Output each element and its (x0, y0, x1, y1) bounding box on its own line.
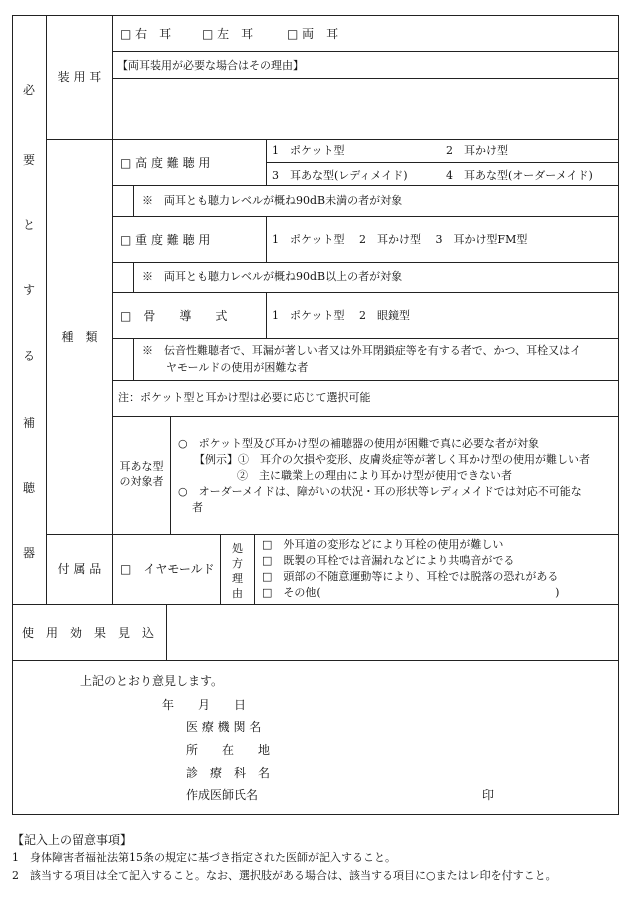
effect-label: 使 用 効 果 見 込 (22, 626, 155, 640)
divider (12, 660, 619, 661)
form-border-right (618, 15, 619, 815)
high-option-bte[interactable]: 2 耳かけ型 (446, 144, 508, 157)
divider (254, 534, 255, 604)
seal-mark: 印 (482, 788, 495, 802)
reason-checkbox[interactable]: □ 既製の耳栓では音漏れなどにより共鳴音がでる (262, 554, 515, 567)
vertical-char: 補 (22, 416, 35, 430)
reason-checkbox[interactable]: □ 頭部の不随意運動等により、耳栓では脱落の恐れがある (262, 570, 559, 583)
both-ears-reason-field[interactable] (113, 79, 618, 138)
divider (112, 216, 619, 217)
bone-note-line1: ※ 伝音性難聴者で、耳漏が著しい者又は外耳閉鎖症等を有する者で、かつ、耳栓又はイ (142, 344, 582, 357)
divider (112, 380, 619, 381)
effect-field[interactable] (167, 605, 618, 660)
reason-label-char: 理 (232, 572, 243, 585)
divider (170, 416, 171, 534)
bone-conduction-checkbox[interactable]: □ 骨 導 式 (120, 309, 228, 323)
reason-label-char: 処 (232, 542, 243, 555)
vertical-char: す (22, 283, 35, 297)
divider (112, 51, 619, 52)
divider (112, 262, 619, 263)
divider (133, 338, 134, 380)
institution-label: 医 療 機 関 名 (186, 720, 262, 734)
notes-title: 【記入上の留意事項】 (12, 833, 133, 847)
date-field[interactable]: 年 月 日 (162, 698, 247, 712)
divider (133, 185, 134, 216)
divider (112, 416, 619, 417)
ear-left-checkbox[interactable]: □ 左 耳 (202, 27, 254, 41)
itc-target-label: の対象者 (119, 475, 164, 488)
high-option-itc-custom[interactable]: 4 耳あな型(オーダーメイド) (446, 169, 593, 182)
itc-criteria-line: 【例示】① 耳介の欠損や変形、皮膚炎症等が著しく耳かけ型の使用が難しい者 (194, 453, 590, 466)
form-border-bottom (12, 814, 619, 815)
itc-criteria-line: ② 主に職業上の理由により耳かけ型が使用できない者 (237, 469, 512, 482)
vertical-section-label (12, 15, 46, 604)
bone-note-line2: ヤモールドの使用が困難な者 (166, 361, 309, 374)
divider (112, 185, 619, 186)
high-grade-checkbox[interactable]: □ 高 度 難 聴 用 (120, 156, 211, 170)
vertical-char: 器 (22, 546, 35, 560)
vertical-char: 聴 (22, 481, 35, 495)
earmold-checkbox[interactable]: □ イヤモールド (120, 562, 215, 576)
high-option-pocket[interactable]: 1 ポケット型 (272, 144, 345, 157)
severe-grade-checkbox[interactable]: □ 重 度 難 聴 用 (120, 233, 211, 247)
reason-label-char: 由 (232, 587, 243, 600)
ear-label: 装 用 耳 (57, 70, 102, 84)
opinion-statement: 上記のとおり意見します。 (80, 674, 224, 688)
note-item: 2 該当する項目は全て記入すること。なお、選択肢がある場合は、該当する項目に○またはレ印を付すこと。 (12, 869, 557, 882)
divider (133, 262, 134, 292)
types-label: 種 類 (61, 330, 98, 344)
ear-right-checkbox[interactable]: □ 右 耳 (120, 27, 172, 41)
vertical-char: 必 (22, 83, 35, 97)
vertical-char: と (22, 218, 35, 232)
divider (112, 338, 619, 339)
reason-checkbox-other[interactable]: □ その他( ) (262, 586, 560, 599)
high-option-itc-ready[interactable]: 3 耳あな型(レディメイド) (272, 169, 408, 182)
doctor-name-label: 作成医師氏名 (186, 788, 259, 802)
divider (266, 162, 619, 163)
divider (266, 292, 267, 338)
divider (112, 292, 619, 293)
accessory-label: 付 属 品 (57, 562, 102, 576)
high-grade-note: ※ 両耳とも聴力レベルが概ね90dB未満の者が対象 (142, 194, 403, 207)
reason-checkbox[interactable]: □ 外耳道の変形などにより耳栓の使用が難しい (262, 538, 504, 551)
severe-options[interactable]: 1 ポケット型 2 耳かけ型 3 耳かけ型FM型 (272, 233, 528, 246)
divider (46, 15, 47, 604)
ear-both-checkbox[interactable]: □ 両 耳 (287, 27, 339, 41)
form-border-top (12, 15, 619, 16)
itc-criteria-line: ○ オーダーメイドは、障がいの状況・耳の形状等レディメイドでは対応不可能な (178, 485, 582, 498)
vertical-char: る (22, 349, 35, 363)
divider (266, 216, 267, 262)
both-ears-reason-label: 【両耳装用が必要な場合はその理由】 (117, 59, 304, 72)
types-footnote: 注：ポケット型と耳かけ型は必要に応じて選択可能 (118, 391, 371, 404)
address-label: 所 在 地 (186, 743, 271, 757)
note-item: 1 身体障害者福祉法第15条の規定に基づき指定された医師が記入すること。 (12, 851, 396, 864)
divider (46, 139, 619, 140)
vertical-char: 要 (22, 153, 35, 167)
itc-criteria-line: ○ ポケット型及び耳かけ型の補聴器の使用が困難で真に必要な者が対象 (178, 437, 540, 450)
reason-label-char: 方 (232, 557, 243, 570)
bone-options[interactable]: 1 ポケット型 2 眼鏡型 (272, 309, 410, 322)
department-label: 診 療 科 名 (186, 766, 271, 780)
divider (46, 534, 619, 535)
itc-target-label: 耳あな型 (119, 460, 164, 473)
prescription-reason-label (221, 536, 254, 602)
itc-criteria-line: 者 (192, 501, 203, 514)
severe-grade-note: ※ 両耳とも聴力レベルが概ね90dB以上の者が対象 (142, 270, 403, 283)
